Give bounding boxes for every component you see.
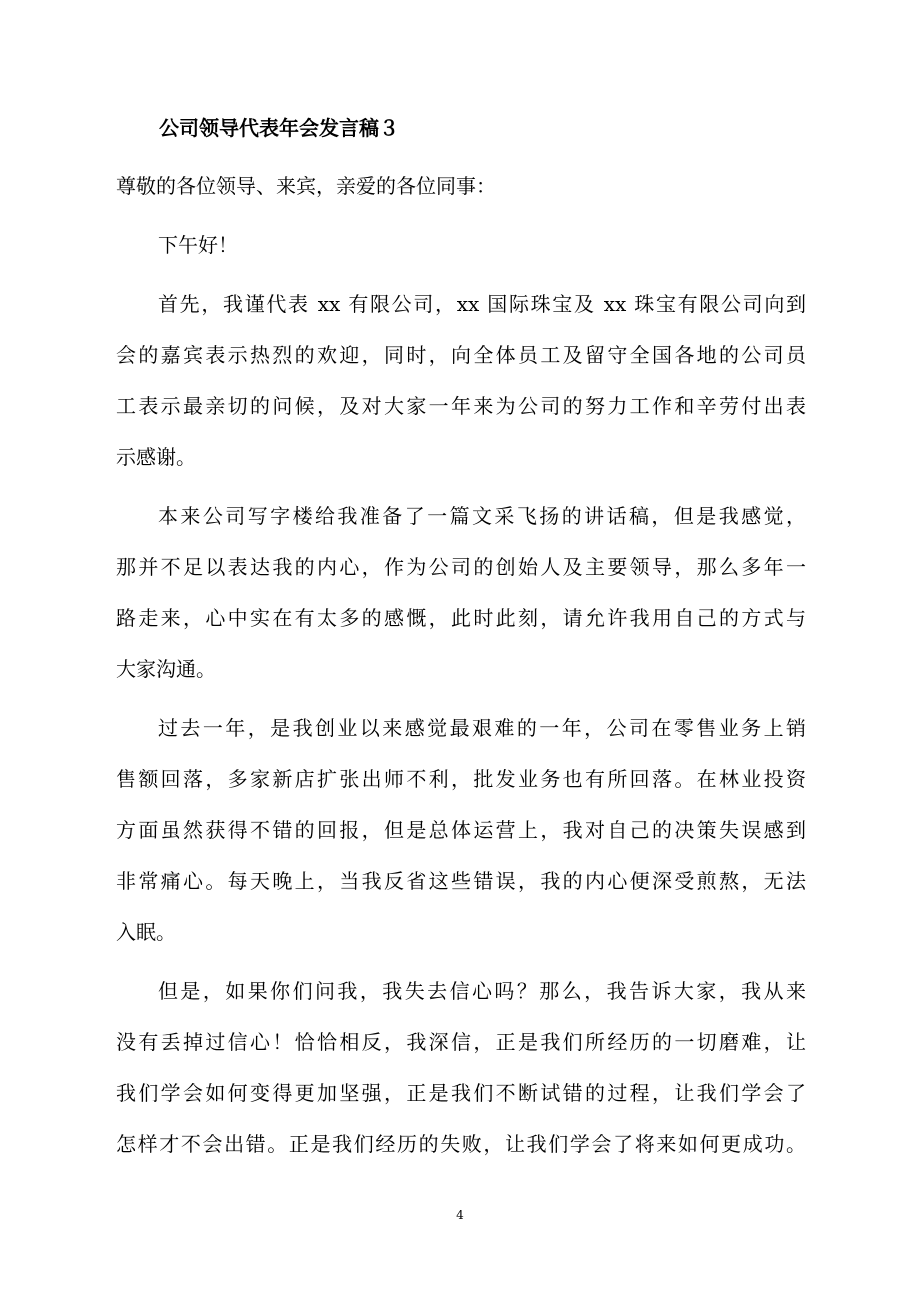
paragraph-line: 但是，如果你们问我，我失去信心吗？那么，我告诉大家，我从来 (158, 979, 806, 1003)
paragraph-line: 那并不足以表达我的内心，作为公司的创始人及主要领导，那么多年一 (116, 555, 806, 579)
paragraph-line: 售额回落，多家新店扩张出师不利，批发业务也有所回落。在林业投资 (116, 767, 806, 791)
paragraph-line: 入眠。 (116, 920, 176, 944)
paragraph-line: 我们学会如何变得更加坚强，正是我们不断试错的过程，让我们学会了 (116, 1081, 806, 1105)
paragraph-line: 路走来，心中实在有太多的感慨，此时此刻，请允许我用自己的方式与 (116, 606, 806, 630)
paragraph-line: 非常痛心。每天晚上，当我反省这些错误，我的内心便深受煎熬，无法 (116, 869, 806, 893)
paragraph-line: 方面虽然获得不错的回报，但是总体运营上，我对自己的决策失误感到 (116, 818, 806, 842)
paragraph-line: 没有丢掉过信心！恰恰相反，我深信，正是我们所经历的一切磨难，让 (116, 1030, 806, 1054)
paragraph-line: 首先，我谨代表 xx 有限公司，xx 国际珠宝及 xx 珠宝有限公司向到 (158, 292, 806, 316)
salutation: 尊敬的各位领导、来宾，亲爱的各位同事： (116, 174, 496, 198)
greeting: 下午好！ (158, 233, 238, 257)
paragraph-line: 怎样才不会出错。正是我们经历的失败，让我们学会了将来如何更成功。 (116, 1132, 806, 1156)
paragraph-line: 本来公司写字楼给我准备了一篇文采飞扬的讲话稿，但是我感觉， (158, 504, 806, 528)
page-number: 4 (456, 1208, 464, 1222)
paragraph-line: 过去一年，是我创业以来感觉最艰难的一年，公司在零售业务上销 (158, 716, 806, 740)
paragraph-line: 会的嘉宾表示热烈的欢迎，同时，向全体员工及留守全国各地的公司员 (116, 343, 806, 367)
paragraph-line: 示感谢。 (116, 445, 196, 469)
document-title: 公司领导代表年会发言稿３ (159, 116, 399, 140)
paragraph-line: 工表示最亲切的问候，及对大家一年来为公司的努力工作和辛劳付出表 (116, 394, 806, 418)
paragraph-line: 大家沟通。 (116, 657, 216, 681)
